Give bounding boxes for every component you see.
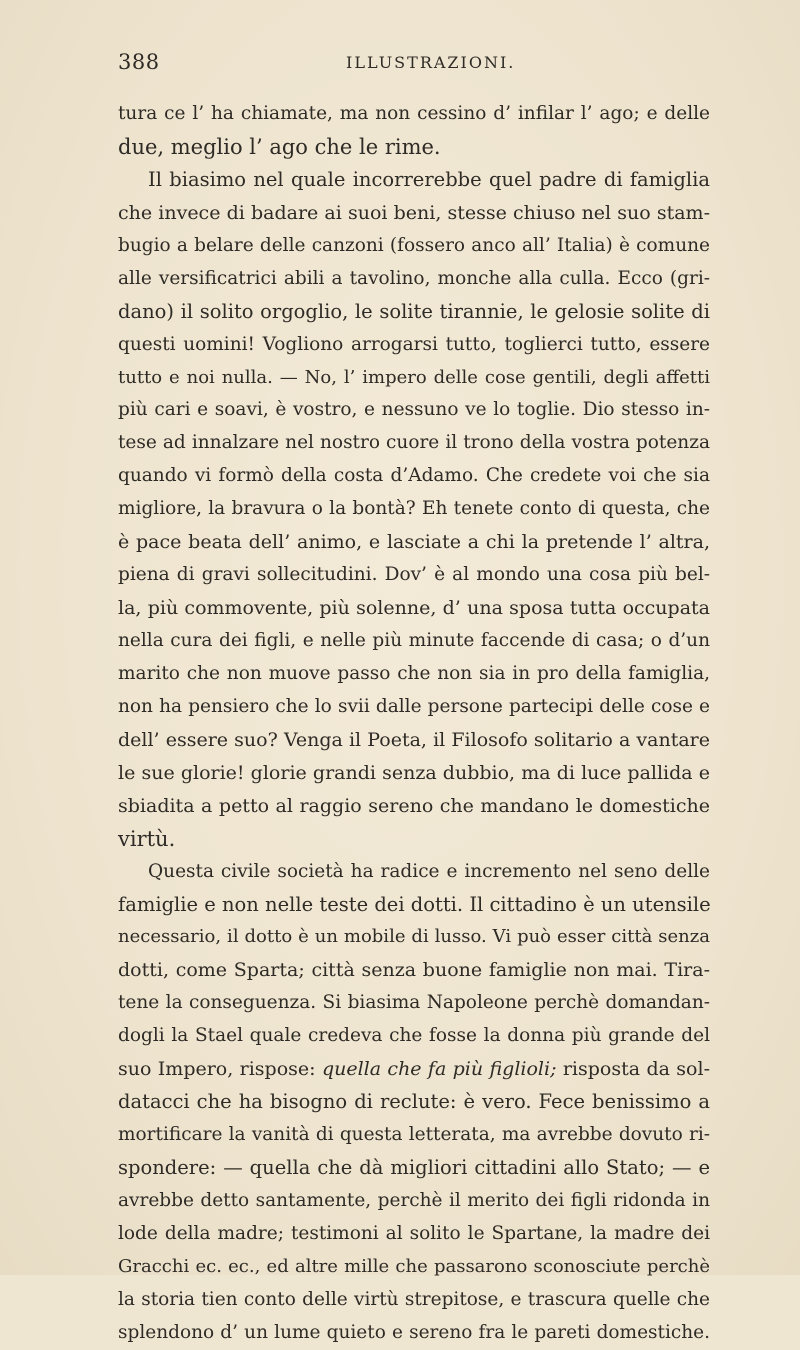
text-line: Questa civile società ha radice e incremento nel seno delle xyxy=(148,860,710,882)
text-line: datacci che ha bisogno di reclute: è vero. Fece benissimo a xyxy=(118,1090,710,1114)
text-line: splendono d’ un lume quieto e sereno fra le pareti domestiche. xyxy=(118,1321,710,1343)
text-line: le sue glorie! glorie grandi senza dubbio, ma di luce pallida e xyxy=(118,761,710,784)
text-line: non ha pensiero che lo svii dalle persone partecipi delle cose e xyxy=(118,695,710,717)
text-line: avrebbe detto santamente, perchè il merito dei figli ridonda in xyxy=(118,1189,710,1211)
text-line: virtù. xyxy=(118,826,176,851)
text-line: necessario, il dotto è un mobile di lusso. Vi può esser città senza xyxy=(118,926,710,948)
text-line: dano) il solito orgoglio, le solite tirannie, le gelosie solite di xyxy=(118,299,710,323)
text-line: alle versificatrici abili a tavolino, monche alla culla. Ecco (gri- xyxy=(118,267,710,289)
text-line: nella cura dei figli, e nelle più minute faccende di casa; o d’un xyxy=(118,630,710,651)
text-fragment: risposta da sol- xyxy=(556,1058,710,1081)
text-line: migliore, la bravura o la bontà? Eh tenete conto di questa, che xyxy=(118,498,710,520)
text-line: tese ad innalzare nel nostro cuore il trono della vostra potenza xyxy=(118,432,710,454)
page-header xyxy=(118,50,708,80)
body-text xyxy=(118,98,710,1350)
text-line: spondere: — quella che dà migliori cittadini allo Stato; — e xyxy=(118,1156,710,1179)
text-line: tura ce l’ ha chiamate, ma non cessino d’ infilar l’ ago; e delle xyxy=(118,103,710,124)
text-line xyxy=(118,1053,710,1086)
text-line: piena di gravi sollecitudini. Dov’ è al mondo una cosa più bel- xyxy=(118,564,710,586)
text-line: marito che non muove passo che non sia in pro della famiglia, xyxy=(118,662,710,684)
text-line: più cari e soavi, è vostro, e nessuno ve lo toglie. Dio stesso in- xyxy=(118,399,710,421)
text-line: tutto e noi nulla. — No, l’ impero delle cose gentili, degli affetti xyxy=(118,366,710,388)
text-line: Il biasimo nel quale incorrerebbe quel padre di famiglia xyxy=(148,167,710,191)
text-line: dotti, come Sparta; città senza buone famiglie non mai. Tira- xyxy=(118,959,710,982)
text-fragment: suo Impero, rispose: xyxy=(118,1058,322,1081)
text-line: è pace beata dell’ animo, e lasciate a chi la pretende l’ altra, xyxy=(118,531,710,554)
text-line: Gracchi ec. ec., ed altre mille che passarono sconosciute perchè xyxy=(118,1255,710,1277)
running-title: ILLUSTRAZIONI. xyxy=(346,53,516,72)
text-line: due, meglio l’ ago che le rime. xyxy=(118,134,441,159)
text-line: lode della madre; testimoni al solito le Spartane, la madre dei xyxy=(118,1222,710,1244)
text-line: sbiadita a petto al raggio sereno che mandano le domestiche xyxy=(118,794,710,817)
text-line: la, più commovente, più solenne, d’ una sposa tutta occupata xyxy=(118,597,710,620)
text-line: bugio a belare delle canzoni (fossero anco all’ Italia) è comune xyxy=(118,234,710,256)
text-line: quando vi formò della costa d’Adamo. Che credete voi che sia xyxy=(118,465,710,487)
page-number: 388 xyxy=(118,50,160,74)
text-line: dell’ essere suo? Venga il Poeta, il Filosofo solitario a vantare xyxy=(118,728,710,751)
text-line: questi uomini! Vogliono arrogarsi tutto, toglierci tutto, essere xyxy=(118,333,710,355)
text-line: famiglie e non nelle teste dei dotti. Il cittadino è un utensile xyxy=(118,892,711,916)
text-line: tene la conseguenza. Si biasima Napoleone perchè domandan- xyxy=(118,992,710,1014)
text-line: che invece di badare ai suoi beni, stesse chiuso nel suo stam- xyxy=(118,201,710,224)
text-line: mortificare la vanità di questa letterata, ma avrebbe dovuto ri- xyxy=(118,1124,710,1146)
text-line: dogli la Stael quale credeva che fosse la donna più grande del xyxy=(118,1025,710,1047)
italic-quote: quella che fa più figlioli; xyxy=(321,1058,557,1081)
text-line: la storia tien conto delle virtù strepitose, e trascura quelle che xyxy=(118,1288,710,1310)
